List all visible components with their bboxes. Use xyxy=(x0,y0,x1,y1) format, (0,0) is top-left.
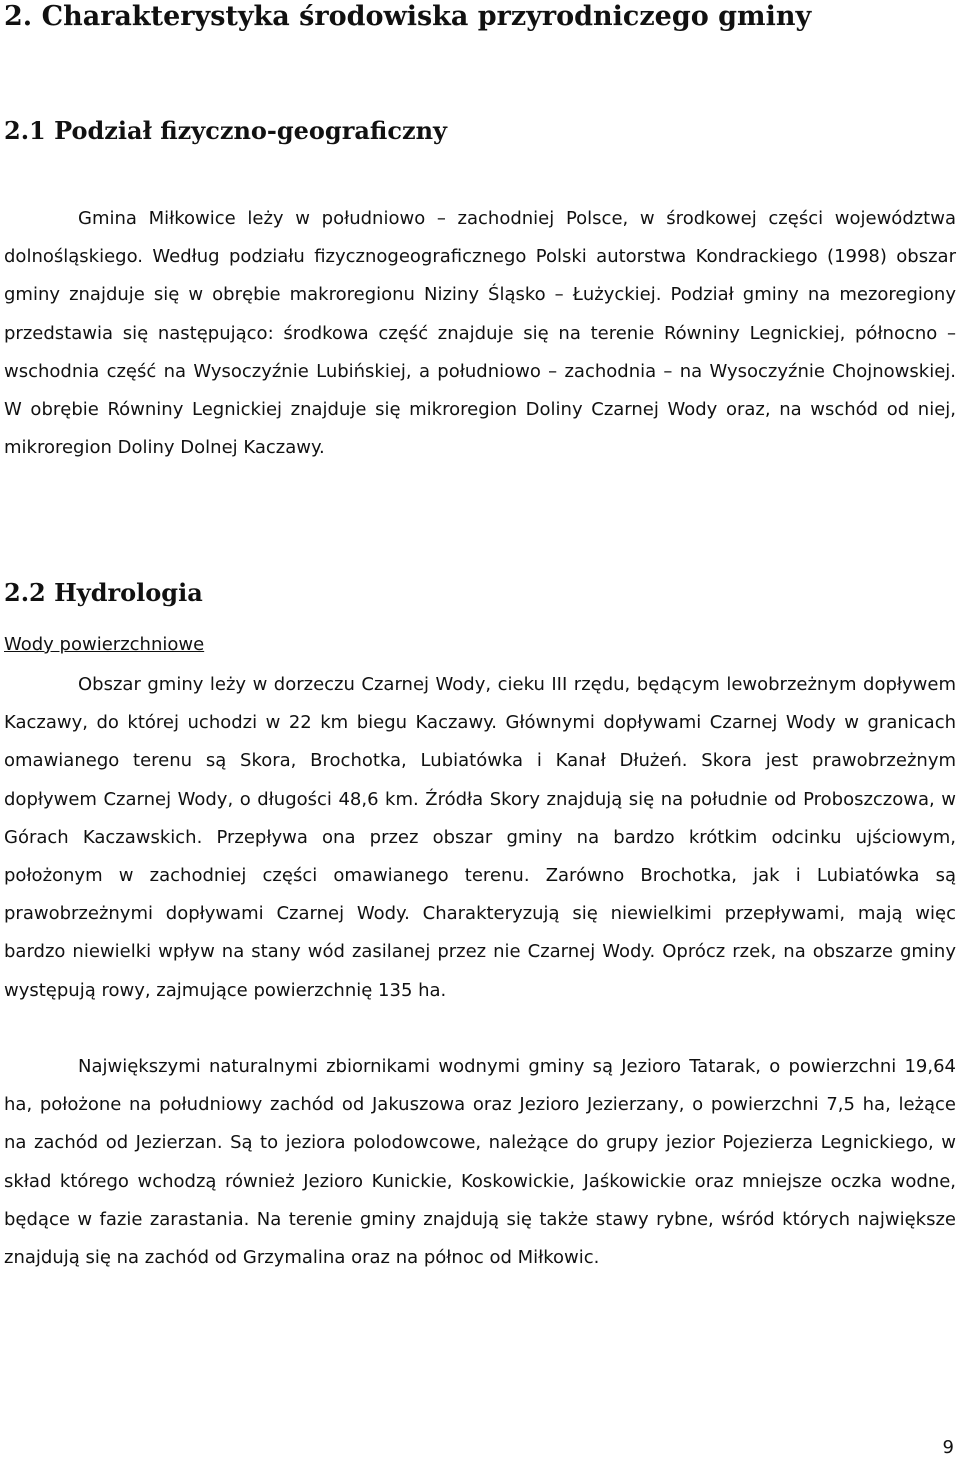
paragraph-rivers: Obszar gminy leży w dorzeczu Czarnej Wody, cieku III rzędu, będącym lewobrzeżnym dopływem Kaczawy, do której uchodzi w 22 km biegu Kaczawy. Głównymi dopływami Czarnej Wody w granicach omawianego terenu są Skora, Brochotka, Lubiatówka i Kanał Dłużeń. Skora jest prawobrzeżnym dopływem Czarnej Wody, o długości 48,6 km. Źródła Skory znajdują się na południe od Proboszczowa, w Górach Kaczawskich. Przepływa ona przez obszar gminy na bardzo krótkim odcinku ujściowym, położonym w zachodniej części omawianego terenu. Zarówno Brochotka, jak i Lubiatówka są prawobrzeżnymi dopływami Czarnej Wody. Charakteryzują się niewielkimi przepływami, mają więc bardzo niewielki wpływ na stany wód zasilanej przez nie Czarnej Wody. Oprócz rzek, na obszarze gminy występują rowy, zajmujące powierzchnię 135 ha. xyxy=(4,674,956,1001)
paragraph-lakes: Największymi naturalnymi zbiornikami wodnymi gminy są Jezioro Tatarak, o powierzchni 19,64 ha, położone na południowy zachód od Jakuszowa oraz Jezioro Jezierzany, o powierzchni 7,5 ha, leżące na zachód od Jezierzan. Są to jeziora polodowcowe, należące do grupy jezior Pojezierza Legnickiego, w skład którego wchodzą również Jezioro Kunickie, Koskowickie, Jaśkowickie oraz mniejsze oczka wodne, będące w fazie zarastania. Na terenie gminy znajdują się także stawy rybne, wśród których największe znajdują się na zachód od Grzymalina oraz na północ od Miłkowic. xyxy=(4,1056,956,1269)
paragraph-physical-geography: Gmina Miłkowice leży w południowo – zachodniej Polsce, w środkowej części województwa dolnośląskiego. Według podziału fizycznogeograficznego Polski autorstwa Kondrackiego (1998) obszar gminy znajduje się w obrębie makroregionu Niziny Śląsko – Łużyckiej. Podział gminy na mezoregiony przedstawia się następująco: środkowa część znajduje się na terenie Równiny Legnickiej, północno – wschodnia część na Wysoczyźnie Lubińskiej, a południowo – zachodnia – na Wysoczyźnie Chojnowskiej. W obrębie Równiny Legnickiej znajduje się mikroregion Doliny Czarnej Wody oraz, na wschód od niej, mikroregion Doliny Dolnej Kaczawy. xyxy=(4,208,956,459)
chapter-heading: 2. Charakterystyka środowiska przyrodniczego gminy xyxy=(4,1,812,32)
subheading-surface-waters: Wody powierzchniowe xyxy=(4,634,205,655)
section-heading-physical-geography: 2.1 Podział fizyczno-geograficzny xyxy=(4,116,447,145)
page-number: 9 xyxy=(942,1437,954,1458)
section-heading-hydrology: 2.2 Hydrologia xyxy=(4,578,203,607)
